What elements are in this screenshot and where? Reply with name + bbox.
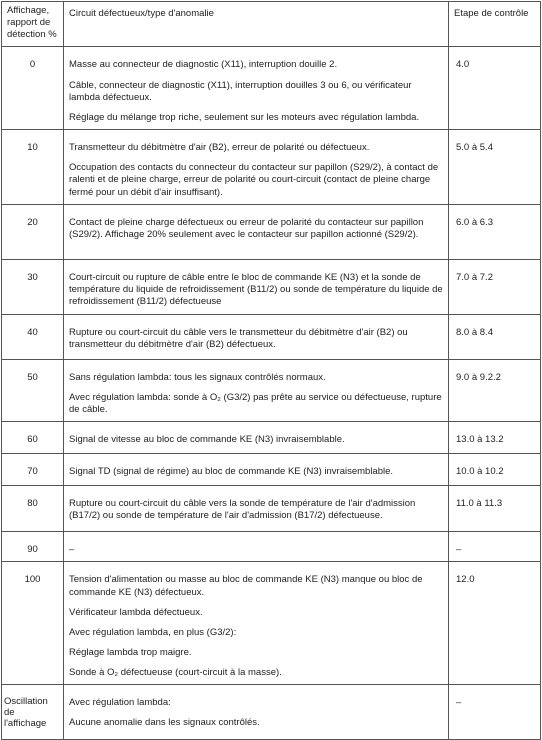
fault-line: Avec régulation lambda, en plus (G3/2): [69,626,237,638]
display-value: 20 [2,204,64,259]
fault-line: Aucune anomalie dans les signaux contrôlés. [69,717,260,729]
header-display-ratio: Affichage, rapport de détection % [2,2,64,47]
fault-line: Réglage lambda trop maigre. [69,646,192,658]
display-value: Oscillation de l'affichage [2,685,64,740]
table-row [2,685,541,740]
table-row [2,130,541,205]
test-stage: 12.0 [449,562,541,685]
fault-line: Rupture ou court-circuit du câble vers le transmetteur du débitmètre d'air (B2) ou transmetteur du débitmètre d'air (B2) défectueux. [69,326,408,350]
fault-line: – [69,544,75,556]
header-test-stage: Etape de contrôle [449,2,541,47]
fault-line: Vérificateur lambda défectueux. [69,606,203,618]
fault-description [64,532,449,562]
fault-description [64,259,449,314]
display-value: 40 [2,314,64,359]
fault-line: Tension d'alimentation ou masse au bloc de commande KE (N3) manque ou bloc de commande KE (N3) défectueux. [69,574,423,598]
table-row [2,259,541,314]
test-stage: 7.0 à 7.2 [449,259,541,314]
test-stage: 10.0 à 10.2 [449,454,541,486]
fault-line: Occupation des contacts du connecteur du contacteur sur papillon (S29/2), à contact de ralenti et de pleine charge, erreur de polarité ou court-circuit (contact de pleine charge fermé pour un débit d'air insuffisant). [69,162,439,198]
table-row [2,486,541,532]
table-row [2,314,541,359]
table-row [2,454,541,486]
table-row [2,562,541,685]
fault-line: Contact de pleine charge défectueux ou erreur de polarité du contacteur sur papillon (S29/2). Affichage 20% seulement avec le contacteur sur papillon actionné (S29/2). [69,216,424,240]
fault-description [64,422,449,454]
display-value: 10 [2,130,64,205]
display-value: 100 [2,562,64,685]
fault-line: Avec régulation lambda: [69,697,171,709]
test-stage: – [449,532,541,562]
display-value: 60 [2,422,64,454]
table-row [2,204,541,259]
header-row [2,2,541,47]
fault-line: Avec régulation lambda: sonde à O₂ (G3/2) pas prête au service ou défectueuse, rupture de câble. [69,391,442,416]
fault-line: Rupture ou court-circuit du câble vers la sonde de température de l'air d'admission (B17/2) ou sonde de température de l'air d'admission (B17/2) défectueuse. [69,498,416,522]
display-value: 80 [2,486,64,532]
display-value: 0 [2,47,64,130]
fault-line: Réglage du mélange trop riche, seulement sur les moteurs avec régulation lambda. [69,111,420,123]
test-stage: 5.0 à 5.4 [449,130,541,205]
fault-description [64,685,449,740]
test-stage: 4.0 [449,47,541,130]
display-value: 30 [2,259,64,314]
fault-line: Sans régulation lambda: tous les signaux contrôlés normaux. [69,371,326,383]
fault-description [64,47,449,130]
test-stage: 9.0 à 9.2.2 [449,359,541,421]
test-stage: 6.0 à 6.3 [449,204,541,259]
test-stage: 11.0 à 11.3 [449,486,541,532]
fault-description [64,314,449,359]
test-stage: 13.0 à 13.2 [449,422,541,454]
table-row [2,422,541,454]
fault-description [64,359,449,421]
display-value: 90 [2,532,64,562]
table-row [2,47,541,130]
fault-line: Court-circuit ou rupture de câble entre le bloc de commande KE (N3) et la sonde de température du liquide de refroidissement (B11/2) ou sonde de température du liquide de refroidissement (B11/2) défectueuse [69,271,443,308]
fault-description [64,486,449,532]
table-row [2,532,541,562]
fault-description [64,130,449,205]
fault-line: Masse au connecteur de diagnostic (X11), interruption douille 2. [69,59,338,71]
fault-description [64,454,449,486]
diagnostic-table [1,1,541,740]
display-value: 70 [2,454,64,486]
header-faulty-circuit: Circuit défectueux/type d'anomalie [64,2,449,47]
test-stage: – [449,685,541,740]
test-stage: 8.0 à 8.4 [449,314,541,359]
fault-line: Câble, connecteur de diagnostic (X11), interruption douilles 3 ou 6, ou vérificateur lambda défectueux. [69,79,412,103]
fault-description [64,562,449,685]
fault-line: Signal de vitesse au bloc de commande KE (N3) invraisemblable. [69,434,345,446]
fault-description [64,204,449,259]
display-value: 50 [2,359,64,421]
fault-line: Sonde à O₂ défectueuse (court-circuit à la masse). [69,667,282,679]
fault-line: Transmetteur du débitmètre d'air (B2), erreur de polarité ou défectueux. [69,142,370,154]
table-row [2,359,541,421]
fault-line: Signal TD (signal de régime) au bloc de commande KE (N3) invraisemblable. [69,466,394,478]
